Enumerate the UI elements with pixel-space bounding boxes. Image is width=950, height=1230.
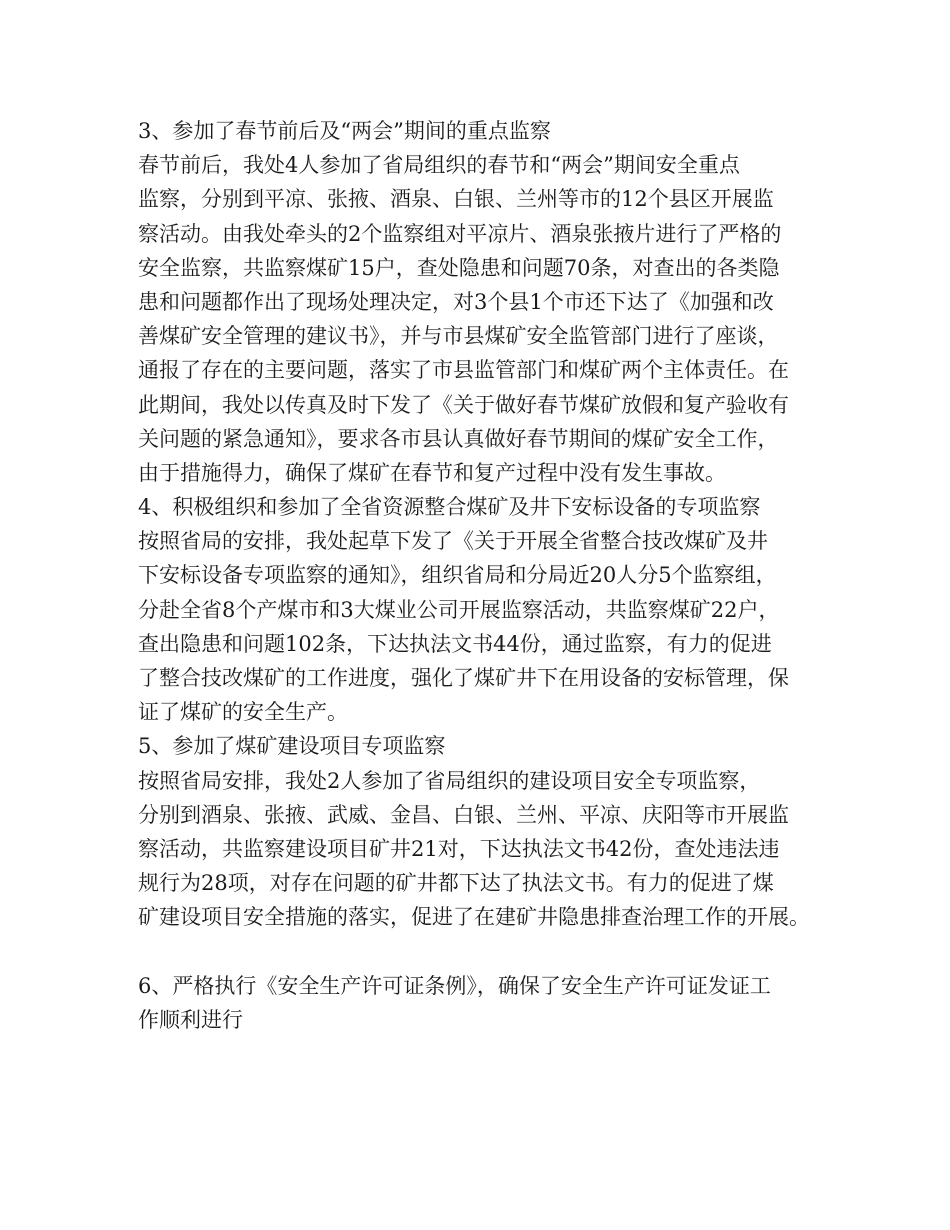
paragraph-line: 矿建设项目安全措施的落实，促进了在建矿井隐患排查治理工作的开展。 bbox=[138, 905, 810, 930]
paragraph-line: 分赴全省8个产煤市和3大煤业公司开展监察活动，共监察煤矿22户， bbox=[138, 597, 780, 622]
paragraph-line: 按照省局的安排，我处起草下发了《关于开展全省整合技改煤矿及井 bbox=[138, 529, 768, 554]
paragraph-line: 下安标设备专项监察的通知》，组织省局和分局近20人分5个监察组， bbox=[138, 563, 777, 588]
paragraph-line: 通报了存在的主要问题，落实了市县监管部门和煤矿两个主体责任。在 bbox=[138, 358, 789, 383]
paragraph-line: 了整合技改煤矿的工作进度，强化了煤矿井下在用设备的安标管理，保 bbox=[138, 666, 789, 690]
paragraph-line: 规行为28项，对存在问题的矿井都下达了执法文书。有力的促进了煤 bbox=[138, 871, 774, 896]
paragraph-line: 由于措施得力，确保了煤矿在春节和复产过程中没有发生事故。 bbox=[138, 460, 726, 485]
paragraph-line: 监察，分别到平凉、张掖、酒泉、白银、兰州等市的12个县区开展监 bbox=[138, 187, 774, 212]
section-heading-4: 4、积极组织和参加了全省资源整合煤矿及井下安标设备的专项监察 bbox=[138, 495, 761, 520]
paragraph-line: 春节前后，我处4人参加了省局组织的春节和“两会”期间安全重点 bbox=[138, 153, 740, 178]
paragraph-line: 作顺利进行 bbox=[138, 1007, 243, 1032]
paragraph-line: 患和问题都作出了现场处理决定，对3个县1个市还下达了《加强和改 bbox=[138, 289, 774, 314]
document-body bbox=[138, 114, 828, 1037]
paragraph-spacer bbox=[138, 935, 828, 969]
paragraph-line: 分别到酒泉、张掖、武威、金昌、白银、兰州、平凉、庆阳等市开展监 bbox=[138, 802, 789, 827]
paragraph-line: 察活动，共监察建设项目矿井21对，下达执法文书42份，查处违法违 bbox=[138, 836, 780, 861]
section-heading-5: 5、参加了煤矿建设项目专项监察 bbox=[138, 734, 446, 759]
section-heading-6: 6、严格执行《安全生产许可证条例》，确保了安全生产许可证发证工 bbox=[138, 973, 771, 998]
paragraph-line: 证了煤矿的安全生产。 bbox=[138, 700, 348, 725]
paragraph-line: 善煤矿安全管理的建议书》，并与市县煤矿安全监管部门进行了座谈， bbox=[138, 324, 779, 349]
paragraph-line: 安全监察，共监察煤矿15户，查处隐患和问题70条，对查出的各类隐 bbox=[138, 255, 780, 280]
paragraph-line: 查出隐患和问题102条，下达执法文书44份，通过监察，有力的促进 bbox=[138, 631, 772, 656]
paragraph-line: 察活动。由我处牵头的2个监察组对平凉片、酒泉张掖片进行了严格的 bbox=[138, 221, 782, 246]
section-heading-3: 3、参加了春节前后及“两会”期间的重点监察 bbox=[138, 119, 551, 143]
paragraph-line: 按照省局安排，我处2人参加了省局组织的建设项目安全专项监察， bbox=[138, 768, 761, 793]
paragraph-line: 此期间，我处以传真及时下发了《关于做好春节煤矿放假和复产验收有 bbox=[138, 392, 789, 417]
paragraph-line: 关问题的紧急通知》，要求各市县认真做好春节期间的煤矿安全工作， bbox=[138, 426, 779, 451]
